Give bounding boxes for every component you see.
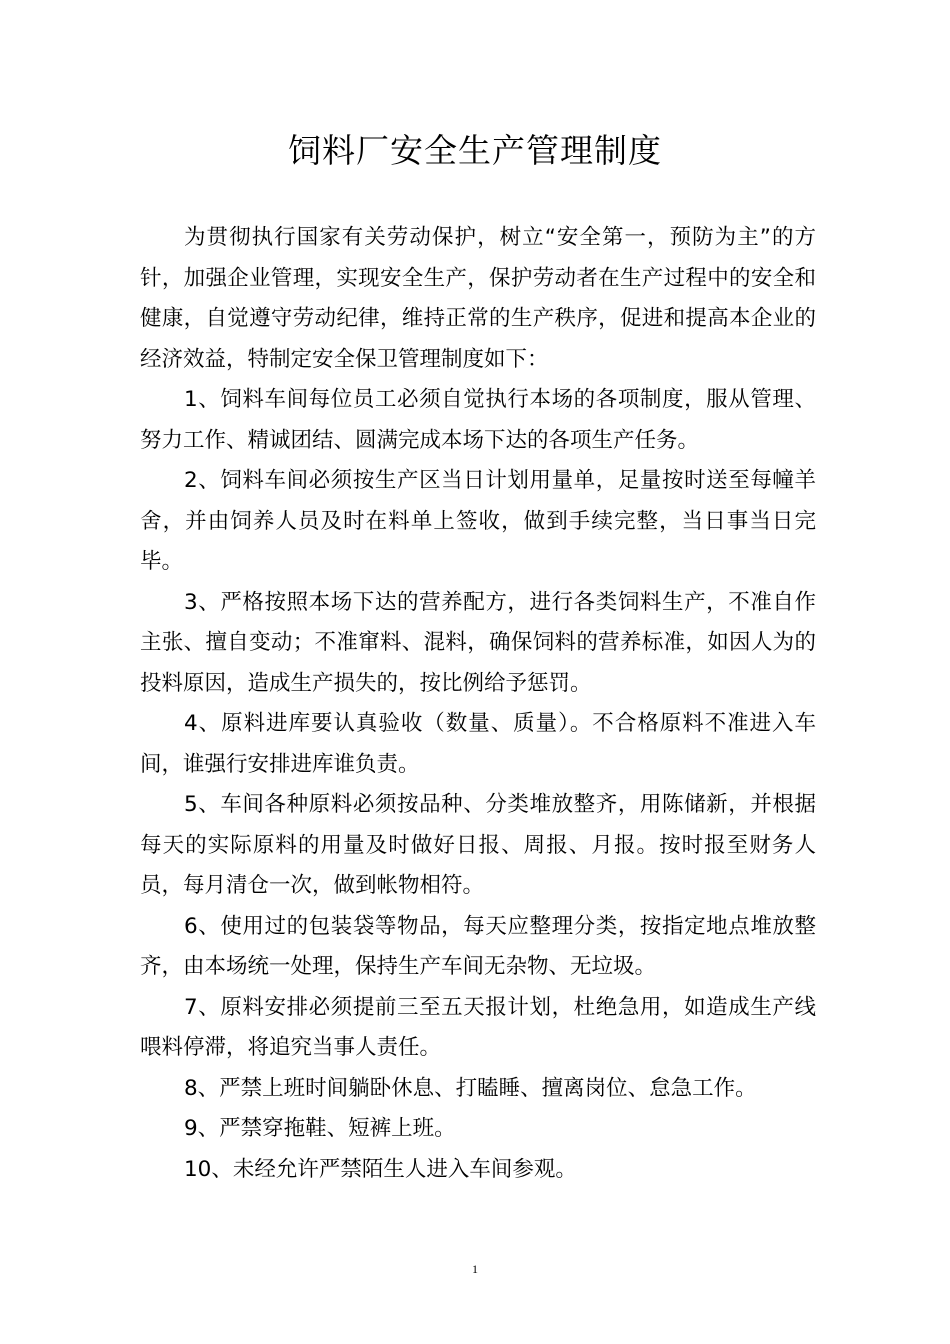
paragraph-rule-9: 9、严禁穿拖鞋、短裤上班。 bbox=[184, 1116, 456, 1141]
paragraph-rule-2: 2、饲料车间必须按生产区当日计划用量单，足量按时送至每幢羊舍，并由饲养人员及时在料单上签收，做到手续完整，当日事当日完毕。 bbox=[140, 468, 816, 574]
page-number: 1 bbox=[472, 1262, 478, 1276]
paragraph-rule-3: 3、严格按照本场下达的营养配方，进行各类饲料生产，不准自作主张、擅自变动；不准窜料、混料，确保饲料的营养标准，如因人为的投料原因，造成生产损失的，按比例给予惩罚。 bbox=[140, 589, 816, 696]
paragraph-intro: 为贯彻执行国家有关劳动保护，树立“安全第一，预防为主”的方针，加强企业管理，实现安全生产，保护劳动者在生产过程中的安全和健康，自觉遵守劳动纪律，维持正常的生产秩序，促进和提高本企业的经济效益，特制定安全保卫管理制度如下： bbox=[140, 225, 816, 372]
paragraph-rule-1: 1、饲料车间每位员工必须自觉执行本场的各项制度，服从管理、努力工作、精诚团结、圆满完成本场下达的各项生产任务。 bbox=[140, 387, 816, 453]
paragraph-rule-10: 10、未经允许严禁陌生人进入车间参观。 bbox=[184, 1156, 577, 1182]
paragraph-rule-5: 5、车间各种原料必须按品种、分类堆放整齐，用陈储新，并根据每天的实际原料的用量及时做好日报、周报、月报。按时报至财务人员，每月清仓一次，做到帐物相符。 bbox=[140, 792, 816, 898]
paragraph-rule-4: 4、原料进库要认真验收（数量、质量）。不合格原料不准进入车间，谁强行安排进库谁负责。 bbox=[140, 711, 816, 777]
paragraph-rule-7: 7、原料安排必须提前三至五天报计划，杜绝急用，如造成生产线喂料停滞，将追究当事人责任。 bbox=[140, 994, 816, 1060]
document-body bbox=[140, 218, 816, 1190]
document-title: 饲料厂安全生产管理制度 bbox=[288, 131, 662, 170]
paragraph-rule-8: 8、严禁上班时间躺卧休息、打瞌睡、擅离岗位、怠急工作。 bbox=[184, 1075, 757, 1101]
paragraph-rule-6: 6、使用过的包装袋等物品，每天应整理分类，按指定地点堆放整齐，由本场统一处理，保持生产车间无杂物、无垃圾。 bbox=[140, 913, 816, 979]
